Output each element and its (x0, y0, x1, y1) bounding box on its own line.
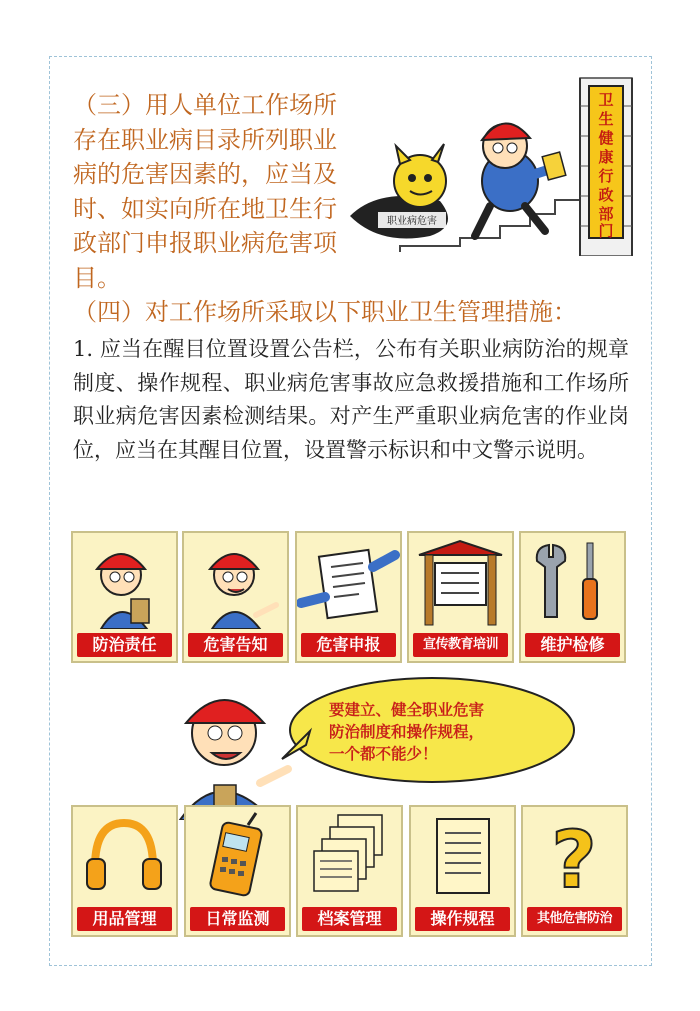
speech-text (329, 699, 559, 765)
tile-education-training (407, 531, 514, 663)
sign-char: 部 (598, 205, 614, 223)
tile-label: 宣传教育培训 (413, 633, 508, 657)
report-to-health-dept-illustration (340, 76, 640, 256)
tile-hazard-declaration (295, 531, 402, 663)
worker-clipboard-icon (73, 533, 176, 629)
detector-device-icon (186, 807, 289, 903)
tile-label: 其他危害防治 (527, 907, 622, 931)
svg-text:?: ? (551, 816, 597, 903)
sign-char: 康 (598, 148, 614, 166)
section-3-paragraph: （三）用人单位工作场所存在职业病目录所列职业病的危害因素的，应当及时、如实向所在地卫生行政部门申报职业病危害项目。 (73, 91, 337, 292)
section-4-body: 1. 应当在醒目位置设置公告栏，公布有关职业病防治的规章制度、操作规程、职业病危害事故应急救援措施和工作场所职业病危害因素检测结果。对产生严重职业病危害的作业岗位，应当在其醒目位置，设置警示标识和中文警示说明。 (73, 337, 629, 462)
sign-char: 卫 (598, 91, 614, 109)
tile-label: 危害申报 (301, 633, 396, 657)
question-mark-icon (523, 807, 626, 903)
bulletin-board-icon (409, 533, 512, 629)
tile-label: 操作规程 (415, 907, 510, 931)
tile-maintenance (519, 531, 626, 663)
running-worker-icon (475, 123, 566, 236)
department-sign (597, 91, 613, 240)
section-4-title: （四）对工作场所采取以下职业卫生管理措施： (73, 298, 577, 326)
sign-char: 门 (598, 222, 614, 240)
worker-pointing-icon (184, 533, 287, 629)
file-stack-icon (298, 807, 401, 903)
tile-operating-procedures (409, 805, 516, 937)
tile-label: 用品管理 (77, 907, 172, 931)
tile-records-management (296, 805, 403, 937)
sign-char: 生 (598, 110, 614, 128)
tile-hazard-notification (182, 531, 289, 663)
earmuffs-icon (73, 807, 176, 903)
wrench-screwdriver-icon (521, 533, 624, 629)
speech-line: 要建立、健全职业危害 (329, 701, 485, 719)
speech-line: 一个都不能少！ (329, 745, 438, 763)
sign-char: 健 (598, 129, 614, 147)
tile-other-hazards (521, 805, 628, 937)
tile-label: 档案管理 (302, 907, 397, 931)
sign-char: 行 (598, 167, 614, 185)
document-hand-icon (297, 533, 400, 629)
talking-worker-icon (180, 700, 288, 820)
tile-prevention-responsibility (71, 531, 178, 663)
tile-protective-equipment (71, 805, 178, 937)
speech-line: 防治制度和操作规程， (329, 723, 485, 741)
document-icon (411, 807, 514, 903)
tile-label: 日常监测 (190, 907, 285, 931)
tile-daily-monitoring (184, 805, 291, 937)
tile-label: 维护检修 (525, 633, 620, 657)
sign-char: 政 (598, 186, 614, 204)
tile-label: 防治责任 (77, 633, 172, 657)
hazard-devil-icon (350, 144, 448, 239)
devil-label: 职业病危害 (387, 216, 437, 227)
tile-label: 危害告知 (188, 633, 283, 657)
